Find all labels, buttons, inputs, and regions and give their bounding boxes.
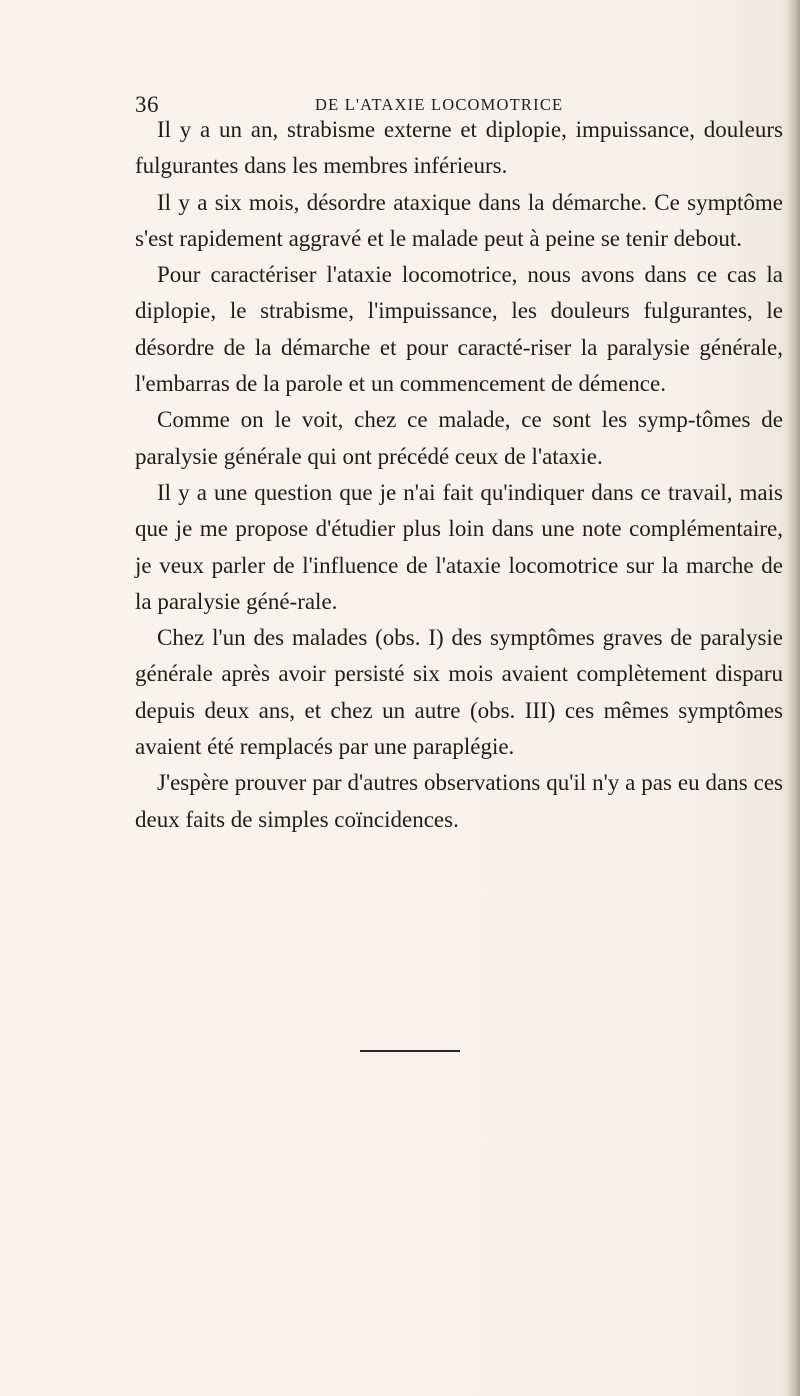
paragraph-7: J'espère prouver par d'autres observations qu'il n'y a pas eu dans ces deux faits de simples coïncidences. [135,770,783,832]
paragraph-3: Pour caractériser l'ataxie locomotrice, nous avons dans ce cas la diplopie, le strabisme, l'impuissance, les douleurs fulgurantes, le désordre de la démarche et pour caracté-riser la paralysie générale, l'embarras de la parole et un commencement de démence. [135,262,783,397]
running-title: DE L'ATAXIE LOCOMOTRICE [315,95,564,114]
closing-rule [360,1050,460,1052]
page-number: 36 [135,92,159,117]
body-text [135,112,783,838]
paragraph-2: Il y a six mois, désordre ataxique dans la démarche. Ce symptôme s'est rapidement aggravé et le malade peut à peine se tenir debout. [135,189,783,251]
paragraph-5: Il y a une question que je n'ai fait qu'indiquer dans ce travail, mais que je me propose d'étudier plus loin dans une note complémentaire, je veux parler de l'influence de l'ataxie locomotrice sur la marche de la paralysie géné-rale. [135,479,783,614]
paragraph-6: Chez l'un des malades (obs. I) des symptômes graves de paralysie générale après avoir persisté six mois avaient complètement disparu depuis deux ans, et chez un autre (obs. III) ces mêmes symptômes avaient été remplacés par une paraplégie. [135,625,783,760]
paragraph-1: Il y a un an, strabisme externe et diplopie, impuissance, douleurs fulgurantes dans les membres inférieurs. [135,117,783,179]
paragraph-4: Comme on le voit, chez ce malade, ce sont les symp-tômes de paralysie générale qui ont précédé ceux de l'ataxie. [135,407,783,469]
page-edge-shadow [786,0,800,1396]
